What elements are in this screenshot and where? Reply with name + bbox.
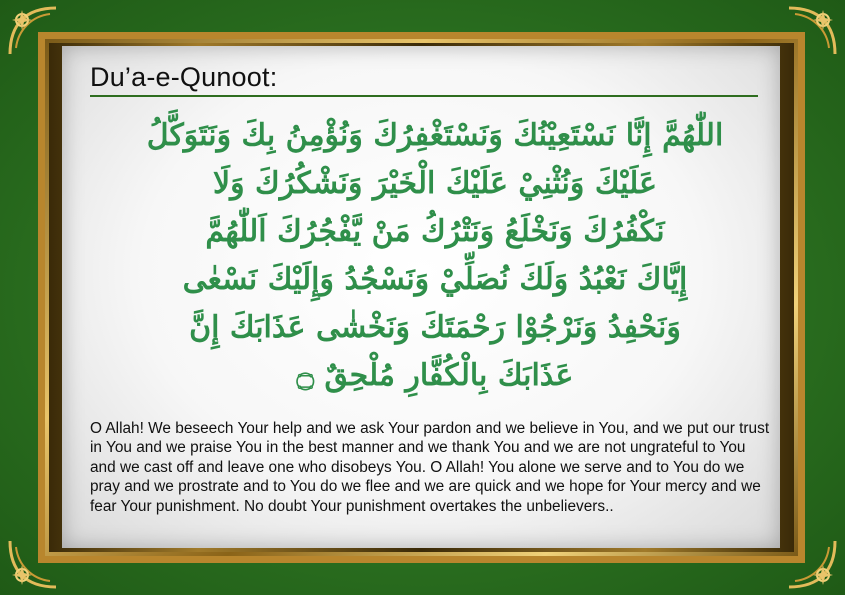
arabic-line: عَذَابَكَ بِالْكُفَّارِ مُلْحِقٌ ۝ (296, 358, 574, 393)
page-title: Du’a-e-Qunoot: (90, 62, 278, 92)
arabic-dua-text (130, 112, 740, 402)
ornamental-flourish-icon (6, 537, 60, 591)
ornamental-flourish-icon (785, 4, 839, 58)
ornamental-flourish-icon (6, 4, 60, 58)
arabic-line: إِيَّاكَ نَعْبُدُ وَلَكَ نُصَلِّيْ وَنَسْجُدُ وَإِلَيْكَ نَسْعٰى (182, 262, 688, 297)
english-translation: O Allah! We beseech Your help and we ask Your pardon and we believe in You, and we put our trust in You and we praise You in the best manner and we thank You and we are not ungrateful to You and we cast off and leave one who disobeys You. O Allah! You alone we serve and to You do we pray and we prostrate and to You do we flee and we are quick and we hope for Your mercy and we fear Your punishment. No doubt Your punishment overtakes the unbelievers.. (90, 420, 770, 515)
arabic-line: وَنَحْفِدُ وَنَرْجُوْا رَحْمَتَكَ وَنَخْشٰى عَذَابَكَ إِنَّ (189, 310, 681, 345)
arabic-line: اللّٰهُمَّ إِنَّا نَسْتَعِيْنُكَ وَنَسْتَغْفِرُكَ وَنُؤْمِنُ بِكَ وَنَتَوَكَّلُ (146, 118, 724, 153)
arabic-line: عَلَيْكَ وَنُثْنِيْ عَلَيْكَ الْخَيْرَ وَنَشْكُرُكَ وَلَا (213, 166, 657, 201)
ornamental-flourish-icon (785, 537, 839, 591)
arabic-line: نَكْفُرُكَ وَنَخْلَعُ وَنَتْرُكُ مَنْ يَّفْجُرُكَ اَللّٰهُمَّ (205, 214, 665, 249)
title-divider (90, 95, 758, 97)
